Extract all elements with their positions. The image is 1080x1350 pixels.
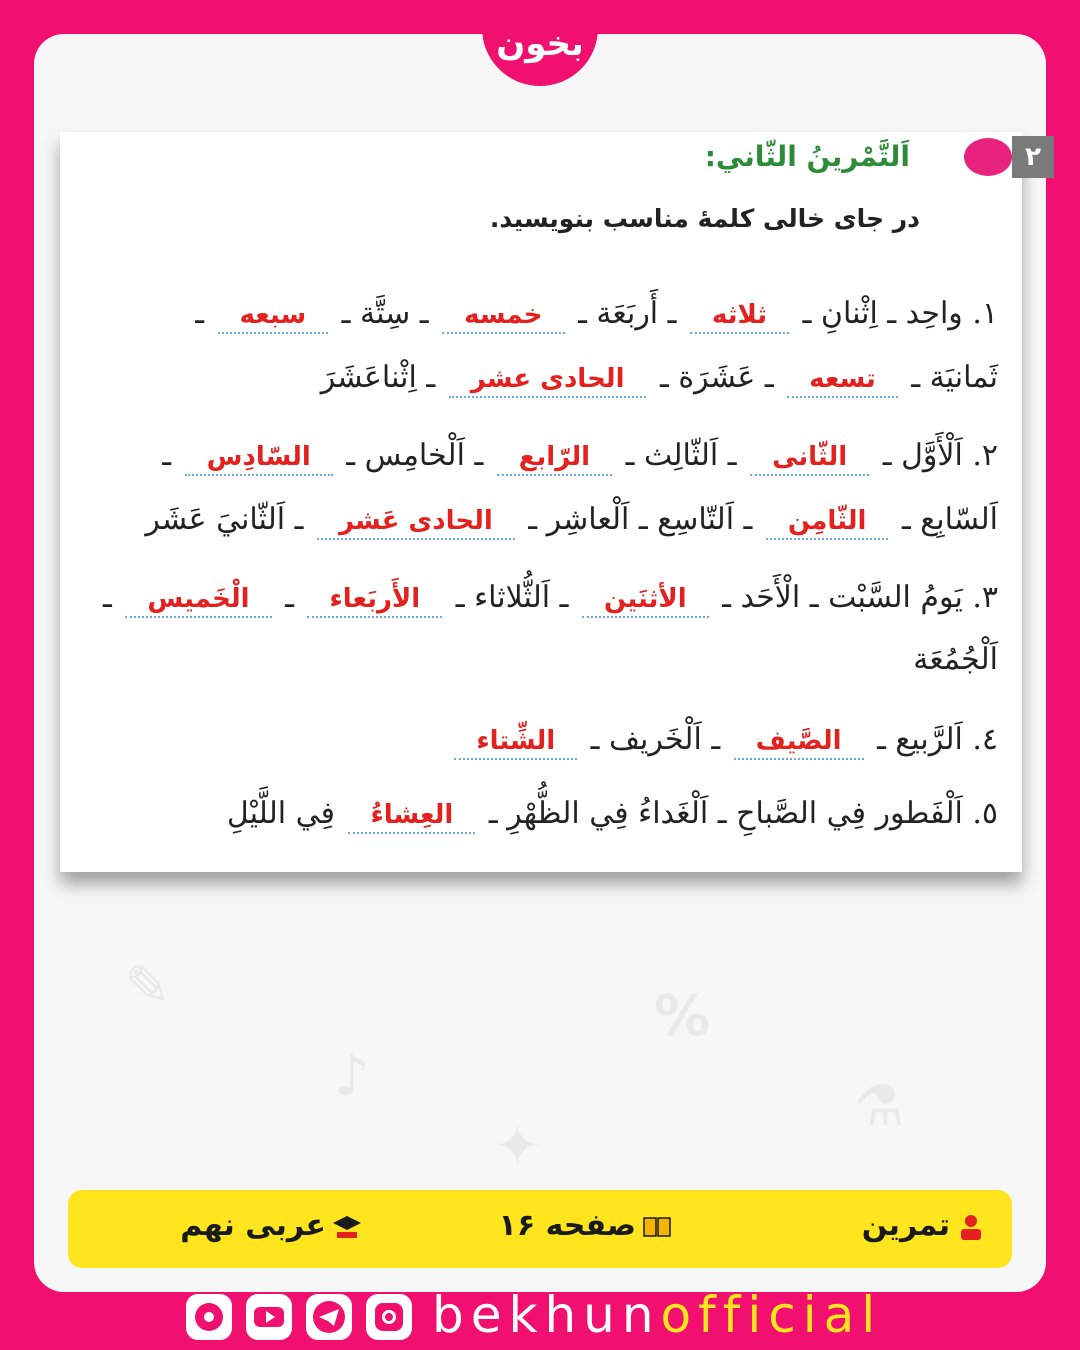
answer-blank[interactable]: الرّابع — [497, 442, 612, 476]
info-type — [862, 1208, 986, 1243]
exercise-text: ـ — [275, 580, 304, 615]
answer-blank[interactable]: خمسه — [442, 300, 564, 334]
info-type-label: تمرین — [861, 1208, 950, 1243]
exercise-text: ـ — [162, 438, 181, 473]
exercise-text: ـ — [195, 296, 214, 331]
exercise-text: ٥. اَلْفَطور فِي الصَّباحِ ـ اَلْغَداءُ فِي الظُّهْرِ ـ — [479, 796, 998, 831]
exercise-text: ـ اَلثُّلاثاء ـ — [446, 580, 578, 615]
exercise-text: ٤. اَلرَّبيع ـ — [867, 722, 998, 757]
aparat-icon[interactable] — [186, 1294, 232, 1340]
exercise-text: ـ سِتَّة ـ — [332, 296, 439, 331]
background-doodle-icon: % — [654, 984, 711, 1049]
exercise-line-3a — [96, 580, 998, 618]
exercise-line-2b — [96, 502, 998, 540]
brand-name[interactable] — [432, 1286, 882, 1344]
exercise-line-3b — [96, 642, 998, 677]
info-bar — [68, 1190, 1012, 1268]
exercise-text: ـ أَربَعَة ـ — [568, 296, 686, 331]
open-book-icon — [642, 1212, 672, 1242]
answer-blank[interactable]: الثّامِن — [766, 506, 889, 540]
answer-blank[interactable]: الحادى عشر — [449, 364, 647, 398]
footer — [0, 1286, 1080, 1350]
logo: بخون — [496, 24, 584, 64]
info-page-label: صفحه ۱۶ — [498, 1208, 636, 1243]
background-doodle-icon: ⚗ — [854, 1074, 905, 1139]
exercise-line-1b — [96, 360, 998, 398]
answer-blank[interactable]: الأَربَعاء — [307, 584, 442, 618]
exercise-text: ـ — [103, 580, 122, 615]
answer-blank[interactable]: الصَّيف — [734, 726, 864, 760]
answer-blank[interactable]: سبعه — [218, 300, 329, 334]
exercise-number: ۲ — [1012, 136, 1054, 178]
answer-blank[interactable]: الْخَميس — [125, 584, 271, 618]
exercise-title: اَلتَّمْرينُ الثّاني: — [704, 140, 910, 173]
answer-blank[interactable]: ثلاثه — [690, 300, 789, 334]
brand-part-1: bekhun — [432, 1286, 661, 1344]
answer-blank[interactable]: السّادِس — [185, 442, 333, 476]
student-icon — [956, 1212, 986, 1242]
answer-blank[interactable]: الثّانى — [750, 442, 869, 476]
exercise-line-1a — [96, 296, 998, 334]
instagram-icon[interactable] — [366, 1294, 412, 1340]
info-subject — [180, 1208, 362, 1243]
exercise-text: فِي اللَّيْلِ — [226, 796, 345, 831]
exercise-text: ـ اَلتّاسِع ـ اَلْعاشِر ـ — [518, 502, 762, 537]
exercise-instruction: در جای خالی کلمهٔ مناسب بنویسید. — [489, 204, 920, 233]
answer-blank[interactable]: العِشاءُ — [348, 800, 475, 834]
background-doodle-icon: ♪ — [334, 1044, 370, 1109]
exercise-line-4 — [96, 722, 998, 760]
exercise-text: ۱. واحِد ـ اِثْنانِ ـ — [793, 296, 998, 331]
background-doodle-icon: ✎ — [124, 954, 171, 1019]
answer-blank[interactable]: الحادى عَشر — [317, 506, 515, 540]
background-doodle-icon: ✦ — [494, 1114, 541, 1179]
exercise-line-2a — [96, 438, 998, 476]
exercise-flower-icon — [964, 138, 1012, 176]
exercise-text: اَلسّابِع ـ — [892, 502, 998, 537]
exercise-text: ۲. اَلْأَوَّل ـ — [873, 438, 998, 473]
exercise-text: ـ اَلْخَريف ـ — [581, 722, 730, 757]
info-subject-label: عربی نهم — [180, 1208, 326, 1243]
exercise-text: ـ عَشَرَة ـ — [650, 360, 784, 395]
telegram-icon[interactable] — [306, 1294, 352, 1340]
exercise-text: ۳. يَومُ السَّبْت ـ الْأَحَد ـ — [712, 580, 998, 615]
exercise-text: ثَمانيَة ـ — [901, 360, 998, 395]
exercise-text: ـ اَلْخامِس ـ — [336, 438, 493, 473]
brand-part-2: official — [660, 1286, 883, 1344]
info-page — [499, 1208, 672, 1243]
exercise-text: ـ اَلثّانيَ عَشَر — [145, 502, 313, 537]
answer-blank[interactable]: الأثنَين — [582, 584, 709, 618]
answer-blank[interactable]: تسعه — [787, 364, 898, 398]
exercise-text: اَلْجُمُعَة — [913, 642, 998, 677]
exercise-text: ـ اِثْناعَشَرَ — [320, 360, 445, 395]
answer-blank[interactable]: الشِّتاء — [454, 726, 577, 760]
exercise-line-5 — [96, 796, 998, 834]
exercise-text: ـ اَلثّالِث ـ — [616, 438, 747, 473]
youtube-icon[interactable] — [246, 1294, 292, 1340]
graduation-cap-icon — [332, 1212, 362, 1242]
